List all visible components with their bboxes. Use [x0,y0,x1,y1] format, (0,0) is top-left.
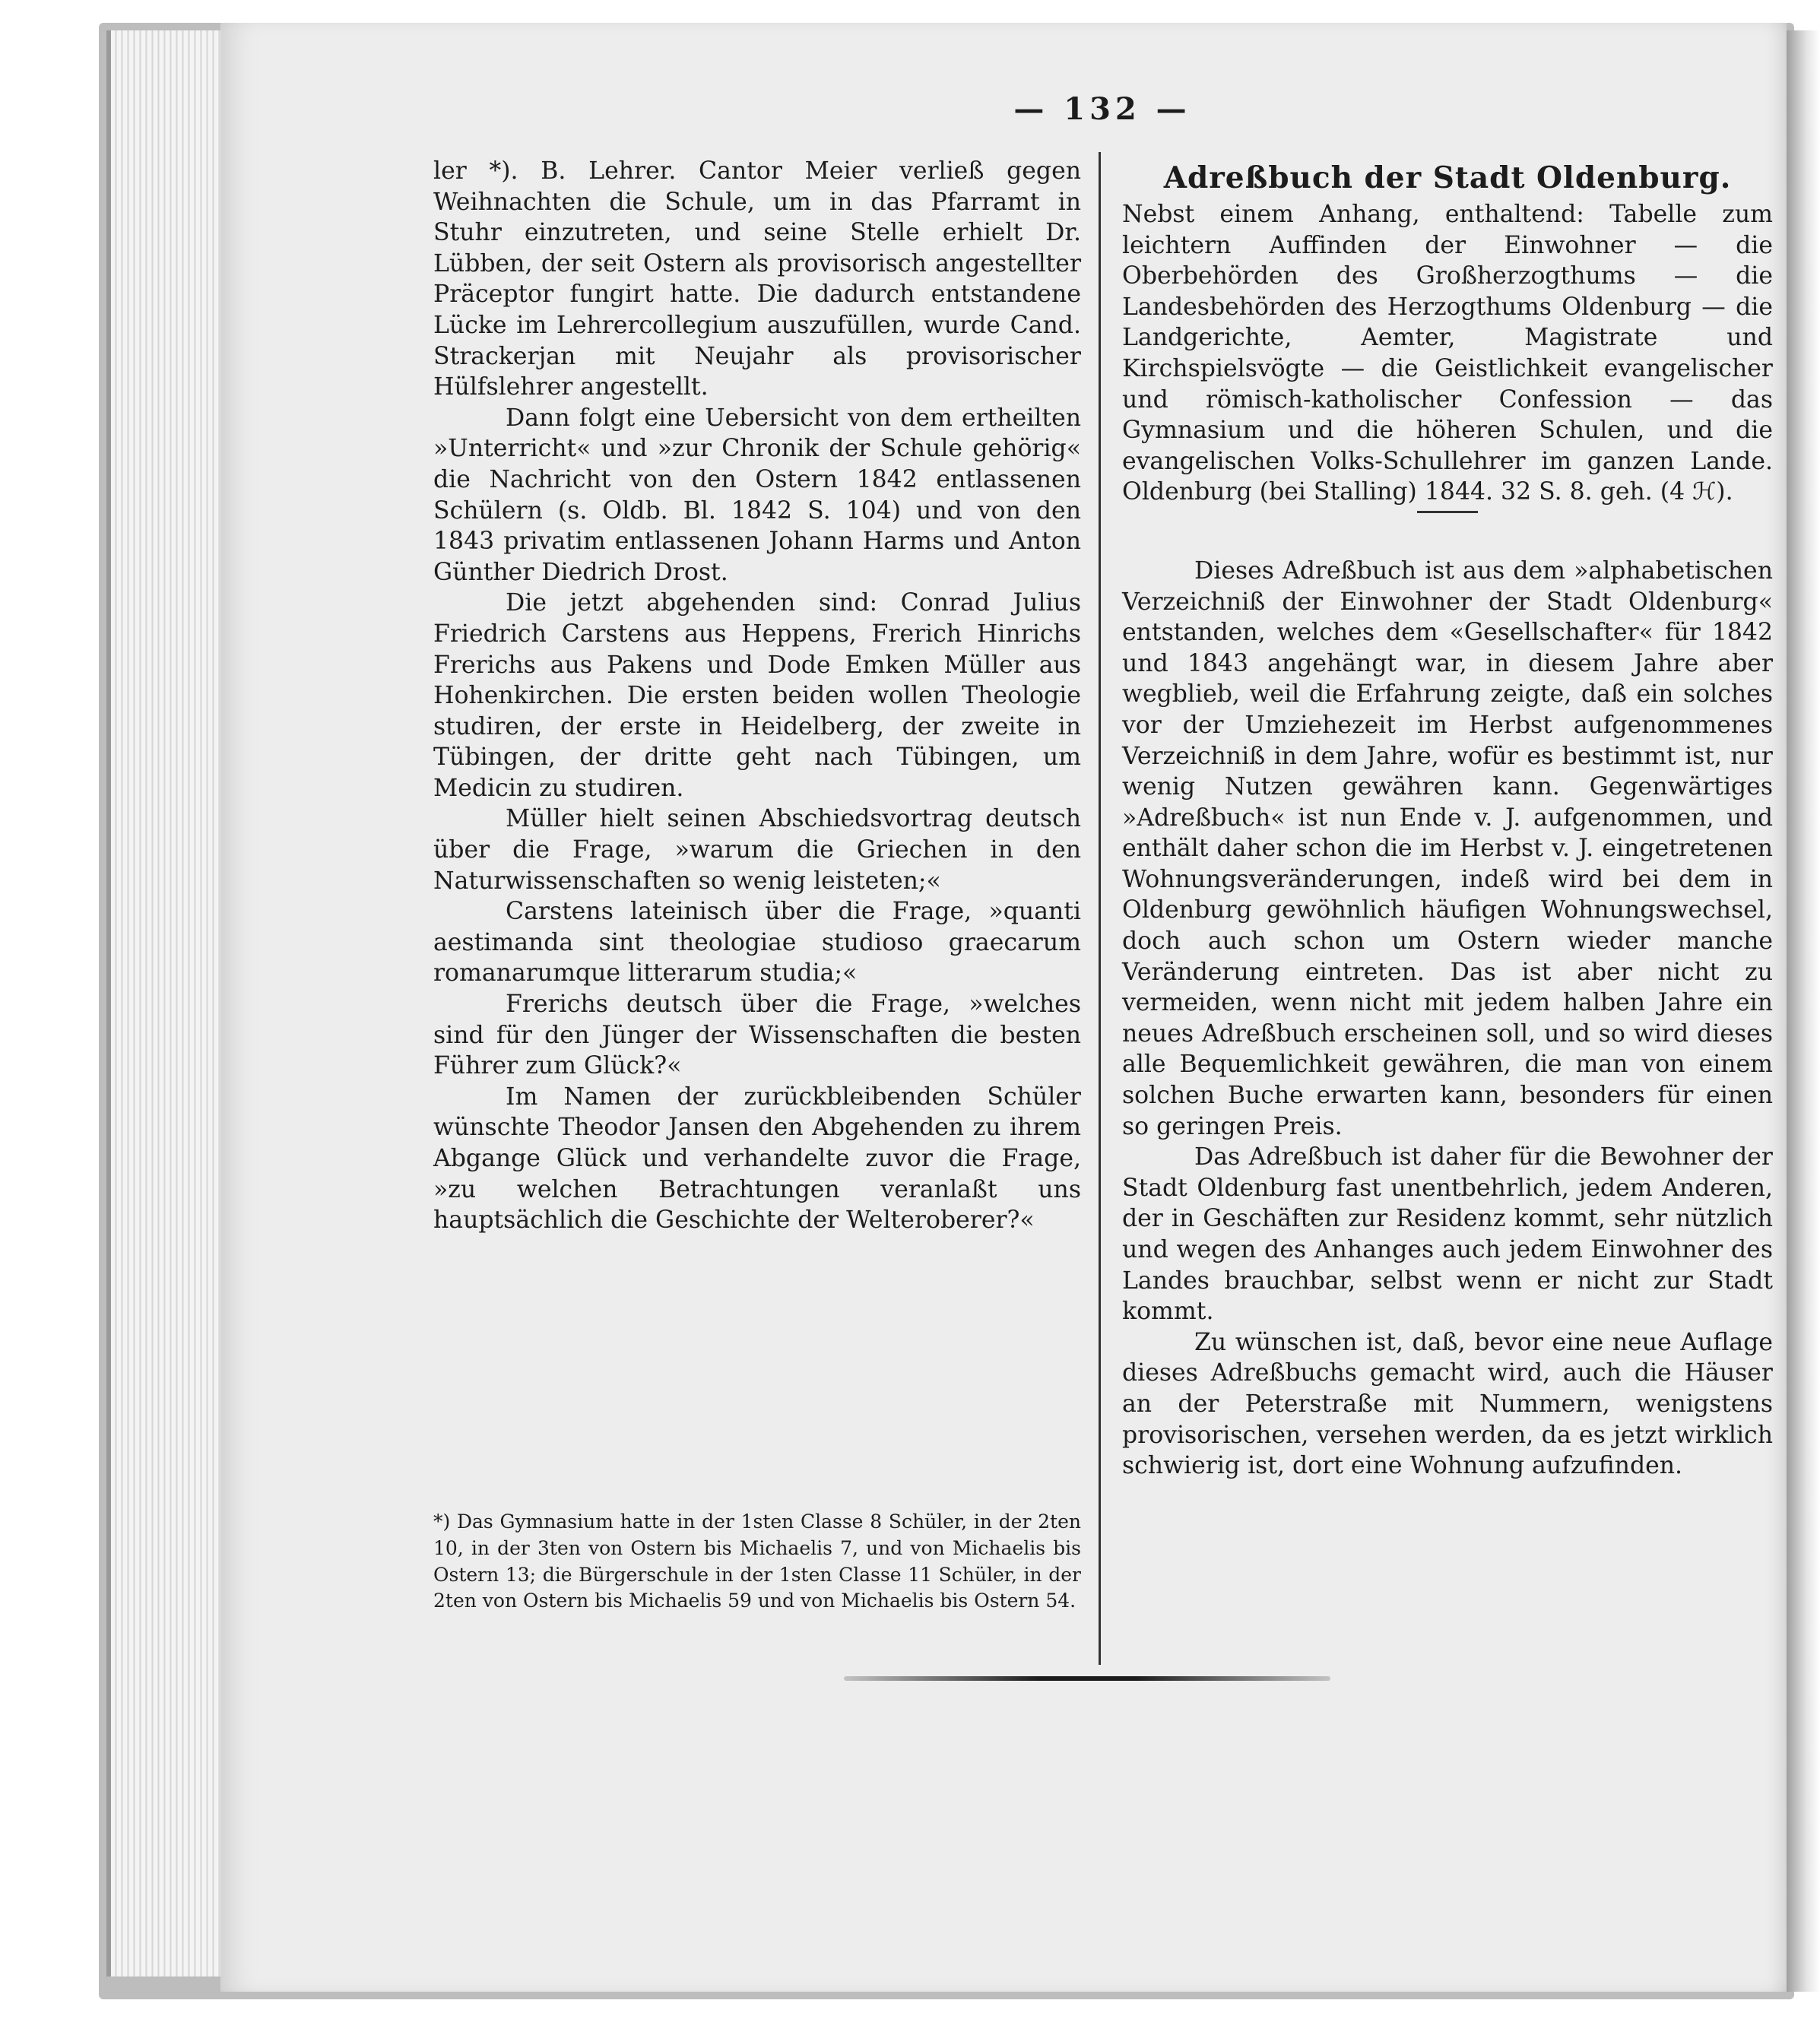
paragraph: Die jetzt abgehenden sind: Conrad Julius Friedrich Carstens aus Heppens, Frerich Hinrichs Frerichs aus Pakens und Dode Emken Müller aus Hohenkirchen. Die ersten beiden wollen Theologie studiren, der erste in Heidelberg, der zweite in Tübingen, der dritte geht nach Tübingen, um Medicin zu studiren. [433,589,1081,802]
paragraph: ler *). B. Lehrer. Cantor Meier verließ gegen Weihnachten die Schule, um in das Pfarramt in Stuhr einzutreten, und seine Stelle erhielt Dr. Lübben, der seit Ostern als provisorisch angestellter Präceptor fungirt hatte. Die dadurch entstandene Lücke im Lehrercollegium auszufüllen, wurde Cand. Strackerjan mit Neujahr als provisorischer Hülfslehrer angestellt. [433,157,1081,401]
left-column [433,156,1081,1236]
article-heading: Adreßbuch der Stadt Oldenburg. [1163,160,1732,195]
gutter-shadow [1787,30,1820,1992]
paragraph: Müller hielt seinen Abschiedsvortrag deutsch über die Frage, »warum die Griechen in den Naturwissenschaften so wenig leisteten;« [433,805,1081,895]
right-column [1122,158,1773,1482]
article-subheading: Nebst einem Anhang, enthaltend: Tabelle zum leichtern Auffinden der Einwohner — die Oberbehörden des Großherzogthums — die Landesbehörden des Herzogthums Oldenburg — die Landgerichte, Aemter, Magistrate und Kirchspielsvögte — die Geistlichkeit evangelischer und römisch-katholischer Confession — das Gymnasium und die höheren Schulen, und die evangelischen Volks-Schullehrer im ganzen Lande. Oldenburg (bei Stalling) 1844. 32 S. 8. geh. (4 ℋ). [1122,201,1773,506]
page-number: — 132 — [1013,91,1191,127]
paragraph: Zu wünschen ist, daß, bevor eine neue Auflage dieses Adreßbuchs gemacht wird, auch die Häuser an der Peterstraße mit Nummern, wenigstens provisorischen, versehen werden, da es jetzt wirklich schwierig ist, dort eine Wohnung aufzufinden. [1122,1328,1773,1480]
section-rule [1417,511,1478,513]
paragraph: Im Namen der zurückbleibenden Schüler wünschte Theodor Jansen den Abgehenden zu ihrem Abgange Glück und verhandelte zuvor die Frage, »zu welchen Betrachtungen veranlaßt uns hauptsächlich die Geschichte der Welteroberer?« [433,1083,1081,1235]
paragraph: Dann folgt eine Uebersicht von dem ertheilten »Unterricht« und »zur Chronik der Schule gehörig« die Nachricht von den Ostern 1842 entlassenen Schülern (s. Oldb. Bl. 1842 S. 104) und von den 1843 privatim entlassenen Johann Harms und Anton Günther Diedrich Drost. [433,404,1081,586]
paragraph: Das Adreßbuch ist daher für die Bewohner der Stadt Oldenburg fast unentbehrlich, jedem Anderen, der in Geschäften zur Residenz kommt, sehr nützlich und wegen des Anhanges auch jedem Einwohner des Landes brauchbar, selbst wenn er nicht zur Stadt kommt. [1122,1143,1773,1326]
paragraph: Carstens lateinisch über die Frage, »quanti aestimanda sint theologiae studioso graecarum romanarumque litterarum studia;« [433,898,1081,987]
footnote: *) Das Gymnasium hatte in der 1sten Classe 8 Schüler, in der 2ten 10, in der 3ten von Ostern bis Michaelis 7, und von Michaelis bis Ostern 13; die Bürgerschule in der 1sten Classe 11 Schüler, in der 2ten von Ostern bis Michaelis 59 und von Michaelis bis Ostern 54. [433,1511,1081,1612]
paragraph: Frerichs deutsch über die Frage, »welches sind für den Jünger der Wissenschaften die besten Führer zum Glück?« [433,991,1081,1080]
paragraph: Dieses Adreßbuch ist aus dem »alphabetischen Verzeichniß der Einwohner der Stadt Oldenburg« entstanden, welches dem «Gesellschafter« für 1842 und 1843 angehängt war, in diesem Jahre aber wegblieb, weil die Erfahrung zeigte, daß ein solches vor der Umziehezeit im Herbst aufgenommenes Verzeichniß in dem Jahre, wofür es bestimmt ist, nur wenig Nutzen gewähren kann. Gegenwärtiges »Adreßbuch« ist nun Ende v. J. aufgenommen, und enthält daher schon die im Herbst v. J. eingetretenen Wohnungsveränderungen, indeß wird bei dem in Oldenburg gewöhnlich häufigen Wohnungswechsel, doch auch schon um Ostern wieder manche Veränderung eintreten. Das ist aber nicht zu vermeiden, wenn nicht mit jedem halben Jahre ein neues Adreßbuch erscheinen soll, und so wird dieses alle Bequemlichkeit gewähren, die man von einem solchen Buche erwarten kann, besonders für einen so geringen Preis. [1122,556,1773,1140]
column-divider [1099,152,1101,1665]
page-stack-edge [106,30,225,1977]
end-rule [844,1676,1330,1681]
